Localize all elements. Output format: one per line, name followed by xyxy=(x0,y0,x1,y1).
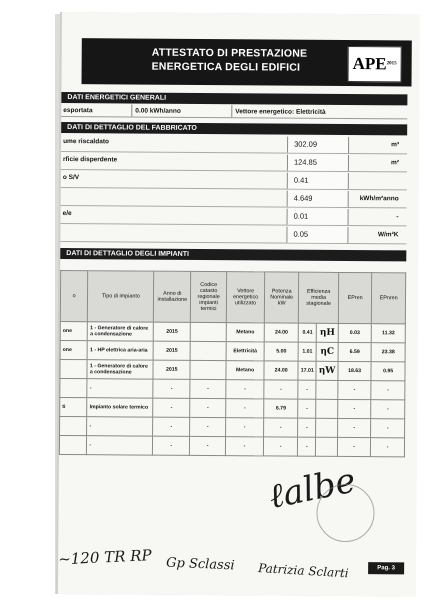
systems-cell-eff: - xyxy=(298,418,316,437)
systems-cell-eff: - xyxy=(298,437,316,456)
systems-cell-code xyxy=(190,341,226,360)
section-general-bar: DATI ENERGETICI GENERALI xyxy=(61,92,407,105)
building-row xyxy=(61,189,407,208)
systems-header-cell: Tipo di impianto xyxy=(88,271,154,322)
building-row-label: e/e xyxy=(62,210,72,218)
systems-header-cell: Vettore energetico utilizzato xyxy=(226,272,264,323)
systems-row xyxy=(60,378,405,399)
building-row-unit: m² xyxy=(390,159,399,167)
building-row-value: 302.09 xyxy=(287,137,349,153)
systems-cell-year: - xyxy=(153,398,190,417)
handwritten-signature: ℓalbe xyxy=(265,460,360,518)
systems-row xyxy=(60,416,405,437)
systems-cell-power: 24.00 xyxy=(264,323,298,342)
document-header xyxy=(81,38,411,86)
stamp-seal xyxy=(316,484,374,542)
systems-cell-vector: Metano xyxy=(226,361,264,380)
systems-cell-eta xyxy=(316,380,338,399)
systems-row xyxy=(60,397,405,418)
systems-row xyxy=(60,359,405,380)
systems-header-cell: Codice catasto regionale impianti termici xyxy=(190,271,226,322)
systems-cell-epren: 6.59 xyxy=(338,342,371,361)
systems-cell-epnren: - xyxy=(371,419,405,438)
systems-row xyxy=(59,435,404,456)
systems-header-cell: Potenza Nominale kW xyxy=(264,272,299,323)
building-row xyxy=(61,207,407,226)
systems-row xyxy=(60,321,405,342)
page-number: Pag. 3 xyxy=(368,562,404,574)
building-row-unit: kWh/m²anno xyxy=(359,195,399,203)
systems-header-cell: EPren xyxy=(338,272,372,323)
systems-cell-eta: ηC xyxy=(316,342,338,361)
building-row xyxy=(61,171,407,190)
building-row-value: 124.85 xyxy=(287,155,349,171)
systems-cell-code: - xyxy=(190,436,226,455)
systems-cell-epnren: 23.38 xyxy=(371,343,405,362)
systems-cell-code xyxy=(190,360,226,379)
building-row-unit: W/m²K xyxy=(377,231,399,239)
systems-cell-power: 6.79 xyxy=(264,399,298,418)
systems-cell-vector: Elettricità xyxy=(226,342,264,361)
systems-cell-power: 24.00 xyxy=(264,361,298,380)
ape-logo: APE2015 xyxy=(348,46,402,82)
systems-cell-service: ti xyxy=(60,397,87,416)
systems-cell-year: - xyxy=(153,417,190,436)
systems-header-cell: o xyxy=(60,270,88,321)
systems-cell-vector: - xyxy=(225,437,263,456)
energy-vector: Vettore energetico: Elettricità xyxy=(231,105,407,118)
systems-cell-service: one xyxy=(60,321,87,340)
title-line-2: ENERGETICA DEGLI EDIFICI xyxy=(151,60,301,74)
section-building-bar: DATI DI DETTAGLIO DEL FABBRICATO xyxy=(61,122,407,135)
systems-cell-eta xyxy=(316,437,338,456)
systems-cell-vector: Metano xyxy=(226,323,264,342)
systems-cell-epren: - xyxy=(338,399,371,418)
systems-cell-eta xyxy=(316,418,338,437)
systems-cell-eff: 1.01 xyxy=(298,342,316,361)
systems-header-cell: EPnren xyxy=(372,273,406,324)
building-row-value: 0.01 xyxy=(287,209,349,225)
systems-cell-power: 5.00 xyxy=(264,342,298,361)
systems-cell-type: - xyxy=(87,379,153,398)
systems-cell-power: - xyxy=(264,380,298,399)
systems-cell-service xyxy=(59,435,86,454)
systems-cell-epnren: 11.32 xyxy=(371,324,405,343)
building-row xyxy=(61,135,407,154)
building-row-value: 4.649 xyxy=(287,191,349,207)
systems-cell-type: 1 - HP elettrica aria-aria xyxy=(87,341,153,360)
general-value: 0.00 kWh/anno xyxy=(131,104,231,117)
systems-cell-eta: ηH xyxy=(316,323,338,342)
systems-cell-type: Impianto solare termico xyxy=(87,398,153,417)
systems-cell-eff: 17.01 xyxy=(298,361,316,380)
systems-cell-year: - xyxy=(153,436,190,455)
systems-cell-eff: 0.41 xyxy=(298,323,316,342)
title-line-1: ATTESTATO DI PRESTAZIONE xyxy=(151,46,308,60)
systems-cell-type: 1 - Generatore di calore a condensazione xyxy=(87,360,153,379)
systems-cell-type: - xyxy=(87,436,153,455)
building-row-unit xyxy=(349,173,407,189)
systems-cell-type: - xyxy=(87,417,153,436)
systems-cell-eff: - xyxy=(298,380,316,399)
general-label: esportata xyxy=(63,107,93,115)
building-row-unit: m³ xyxy=(391,141,400,149)
systems-cell-power: - xyxy=(263,437,297,456)
building-row-label: o S/V xyxy=(62,174,80,182)
systems-cell-eff: - xyxy=(298,399,316,418)
systems-cell-epren: - xyxy=(337,418,370,437)
systems-cell-epren: - xyxy=(338,380,371,399)
systems-cell-epnren: - xyxy=(371,438,405,457)
systems-cell-eta xyxy=(316,399,338,418)
building-row-value: 0.41 xyxy=(287,173,349,189)
building-row xyxy=(61,153,407,172)
systems-cell-code xyxy=(190,322,226,341)
systems-cell-epren: 18.63 xyxy=(338,361,371,380)
systems-cell-year: 2015 xyxy=(153,341,190,360)
systems-cell-year: 2015 xyxy=(153,360,190,379)
systems-cell-service: one xyxy=(60,340,87,359)
signature-3: Patrizia Sclarti xyxy=(257,561,349,581)
document-page xyxy=(58,12,420,596)
initials-signature: ~120 TR RP xyxy=(57,546,152,569)
systems-cell-code: - xyxy=(190,398,226,417)
systems-cell-code: - xyxy=(190,379,226,398)
systems-cell-service xyxy=(60,378,87,397)
systems-cell-year: 2015 xyxy=(154,322,191,341)
systems-cell-type: 1 - Generatore di calore a condensazione xyxy=(88,322,154,341)
systems-cell-epren: 0.03 xyxy=(338,323,371,342)
building-row-value: 0.05 xyxy=(286,227,348,243)
systems-cell-vector: - xyxy=(226,380,264,399)
systems-cell-service xyxy=(60,416,87,435)
systems-cell-epren: - xyxy=(337,437,370,456)
building-row-label: ume riscaldato xyxy=(63,138,110,146)
building-row-unit: - xyxy=(396,213,399,221)
building-row xyxy=(60,225,406,244)
general-row xyxy=(61,104,407,119)
section-systems-bar: DATI DI DETTAGLIO DEGLI IMPIANTI xyxy=(60,248,406,261)
systems-row xyxy=(60,340,405,361)
systems-cell-epnren: - xyxy=(371,381,405,400)
systems-cell-service xyxy=(60,359,87,378)
systems-cell-epnren: 0.95 xyxy=(371,362,405,381)
signature-2: Gp Sclassi xyxy=(165,555,235,574)
systems-header-cell: Efficienza media stagionale xyxy=(299,272,339,323)
building-row-label: rficie disperdente xyxy=(62,156,118,164)
systems-cell-epnren: - xyxy=(371,400,405,419)
systems-cell-vector: - xyxy=(226,399,264,418)
systems-table xyxy=(59,270,406,457)
systems-cell-power: - xyxy=(264,418,298,437)
systems-header-cell: Anno di installazione xyxy=(154,271,191,322)
systems-cell-eta: ηW xyxy=(316,361,338,380)
systems-cell-year: - xyxy=(153,379,190,398)
systems-cell-vector: - xyxy=(226,418,264,437)
systems-cell-code: - xyxy=(190,417,226,436)
